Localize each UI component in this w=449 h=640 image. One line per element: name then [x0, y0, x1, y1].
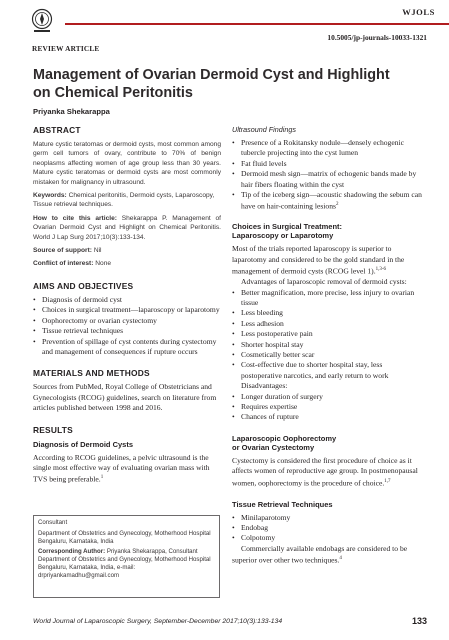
consultant-label: Consultant [38, 519, 68, 526]
list-item: • Endobag [232, 523, 422, 533]
list-item: • Colpotomy [232, 533, 422, 543]
list-item: • Diagnosis of dermoid cyst [33, 295, 221, 305]
list-item [232, 190, 422, 212]
corresponding-author [38, 548, 216, 579]
choices-text [232, 244, 422, 277]
oophorectomy-text [232, 456, 422, 489]
title-line-1: Management of Ovarian Dermoid Cyst and Highlight [33, 67, 390, 83]
advantages-list [232, 288, 422, 382]
advantages-intro: Advantages of laparoscopic removal of dermoid cysts: [241, 277, 407, 287]
disadvantages-list [232, 392, 422, 423]
oophorectomy-heading-line-2: or Ovarian Cystectomy [232, 442, 315, 452]
methods-text: Sources from PubMed, Royal College of Obstetricians and Gynecologists (RCOG) guidelines, search on literature from articles published between 1998 and 2016. [33, 382, 217, 413]
tissue-text [232, 544, 422, 566]
list-item: • Presence of a Rokitansky nodule—densely echogenic tubercle projecting into the cyst lumen [232, 138, 422, 159]
list-item: • Chances of rupture [232, 412, 422, 422]
oophorectomy-heading-line-1: Laparoscopic Oophorectomy [232, 433, 337, 443]
footer-citation: World Journal of Laparoscopic Surgery, September-December 2017;10(3):133-134 [33, 618, 283, 625]
article-title [33, 67, 428, 102]
author-info-box [33, 515, 220, 598]
cite-label: How to cite this article: [33, 214, 117, 222]
ultrasound-list [232, 138, 422, 212]
corr-text: Priyanka Shekarappa, Consultant Department of Obstetrics and Gynecology, Motherhood Hospital Bengaluru, Karnataka, India, e-mail: drpriyankamadhu@gmail.com [38, 548, 211, 579]
list-item: • Tissue retrieval techniques [33, 326, 221, 336]
oophorectomy-sentence: Cystectomy is considered the first procedure of choice as it affects women of reproductive age group. In postmenopausal women, oophorectomy is the procedure of choice. [232, 455, 418, 488]
ref-sup: 1,7 [384, 478, 391, 484]
results-subheading: Diagnosis of Dermoid Cysts [33, 439, 134, 449]
right-column [232, 125, 422, 566]
title-line-2: on Chemical Peritonitis [33, 84, 193, 101]
choices-heading-line-2: Laparoscopy or Laparotomy [232, 231, 334, 241]
list-item: • Cost-effective due to shorter hospital stay, less postoperative narcotics, and early return to work [232, 360, 422, 381]
results-heading: RESULTS [33, 424, 73, 435]
tissue-list [232, 513, 422, 544]
list-item: • Less adhesion [232, 319, 422, 329]
list-item: • Longer duration of surgery [232, 392, 422, 402]
conflict-text: None [95, 260, 112, 268]
support-text: Nil [93, 247, 102, 255]
list-item: • Choices in surgical treatment—laparoscopy or laparotomy [33, 305, 221, 315]
choices-heading-line-1: Choices in Surgical Treatment: [232, 222, 343, 232]
choices-sentence: Most of the trials reported laparoscopy is superior to laparotomy and considered to be the gold standard in the management of dermoid cysts (RCOG level 1). [232, 244, 405, 276]
source-of-support [33, 246, 221, 255]
author: Priyanka Shekarappa [33, 107, 110, 116]
list-item: • Minilaparotomy [232, 513, 422, 523]
ref-sup: 1 [100, 475, 104, 481]
choices-heading [232, 222, 422, 240]
disadvantages-intro: Disadvantages: [241, 381, 288, 391]
aims-heading: AIMS AND OBJECTIVES [33, 280, 134, 291]
aims-list [33, 295, 221, 357]
tissue-sentence: Commercially available endobags are considered to be superior over other two techniques. [232, 543, 408, 565]
support-label: Source of support: [33, 247, 92, 255]
ultrasound-heading: Ultrasound Findings [232, 125, 296, 134]
list-item: • Fat fluid levels [232, 159, 422, 169]
list-item: • Requires expertise [232, 402, 422, 412]
keywords-label: Keywords: [33, 192, 67, 200]
list-item: • Shorter hospital stay [232, 340, 422, 350]
list-item: • Oophorectomy or ovarian cystectomy [33, 316, 221, 326]
list-item: • Dermoid mesh sign—matrix of echogenic bands made by hair fibers floating within the cyst [232, 169, 422, 190]
keywords-text: Chemical peritonitis, Dermoid cysts, Laparoscopy, Tissue retrieval techniques. [33, 192, 215, 209]
header-rule [65, 23, 449, 25]
consultant-dept: Department of Obstetrics and Gynecology, Motherhood Hospital Bengaluru, Karnataka, India [38, 529, 211, 545]
ref-sup: 1,3-6 [375, 267, 387, 273]
cite-text: Shekarappa P. Management of Ovarian Dermoid Cyst and Highlight on Chemical Peritonitis. World J Lap Surg 2017;10(3):133-134. [33, 214, 221, 241]
ref-sup: 2 [335, 202, 339, 208]
keywords [33, 191, 221, 210]
journal-logo [31, 8, 53, 34]
how-to-cite [33, 214, 221, 242]
corr-label: Corresponding Author: [38, 548, 106, 556]
ref-sup: 4 [339, 556, 342, 562]
methods-heading: MATERIALS AND METHODS [33, 368, 150, 379]
results-text [33, 453, 221, 486]
results-sentence: According to RCOG guidelines, a pelvic ultrasound is the single most effective way of evaluating ovarian mass with TVS being preferable. [33, 452, 210, 484]
conflict-label: Conflict of interest: [33, 260, 94, 268]
list-item: • Cosmetically better scar [232, 350, 422, 360]
list-item: • Better magnification, more precise, less injury to ovarian tissue [232, 288, 422, 309]
article-type: REVIEW ARTICLE [32, 44, 100, 53]
left-column [33, 125, 221, 485]
doi: 10.5005/jp-journals-10033-1321 [327, 33, 427, 42]
page-number: 133 [411, 616, 427, 626]
abstract-heading: ABSTRACT [33, 125, 81, 135]
tissue-heading: Tissue Retrieval Techniques [232, 499, 333, 509]
list-item: • Prevention of spillage of cyst contents during cystectomy and management of consequences if rupture occurs [33, 337, 221, 358]
list-item-text: Tip of the iceberg sign—acoustic shadowing the sebum can have on hair-containing lesions [241, 190, 422, 211]
list-item: • Less bleeding [232, 308, 422, 318]
journal-tag: WJOLS [402, 7, 435, 17]
list-item: • Less postoperative pain [232, 329, 422, 339]
oophorectomy-heading [232, 434, 422, 452]
abstract-text: Mature cystic teratomas or dermoid cysts, most common among germ cell tumors of ovary, contribute to 70% of benign neoplasms affecting women of age group less than 30 years. Mature cystic teratomas or dermoid cysts are most commonly mistaken for malignancy in ultrasound. [33, 141, 221, 186]
conflict-of-interest [33, 259, 221, 268]
